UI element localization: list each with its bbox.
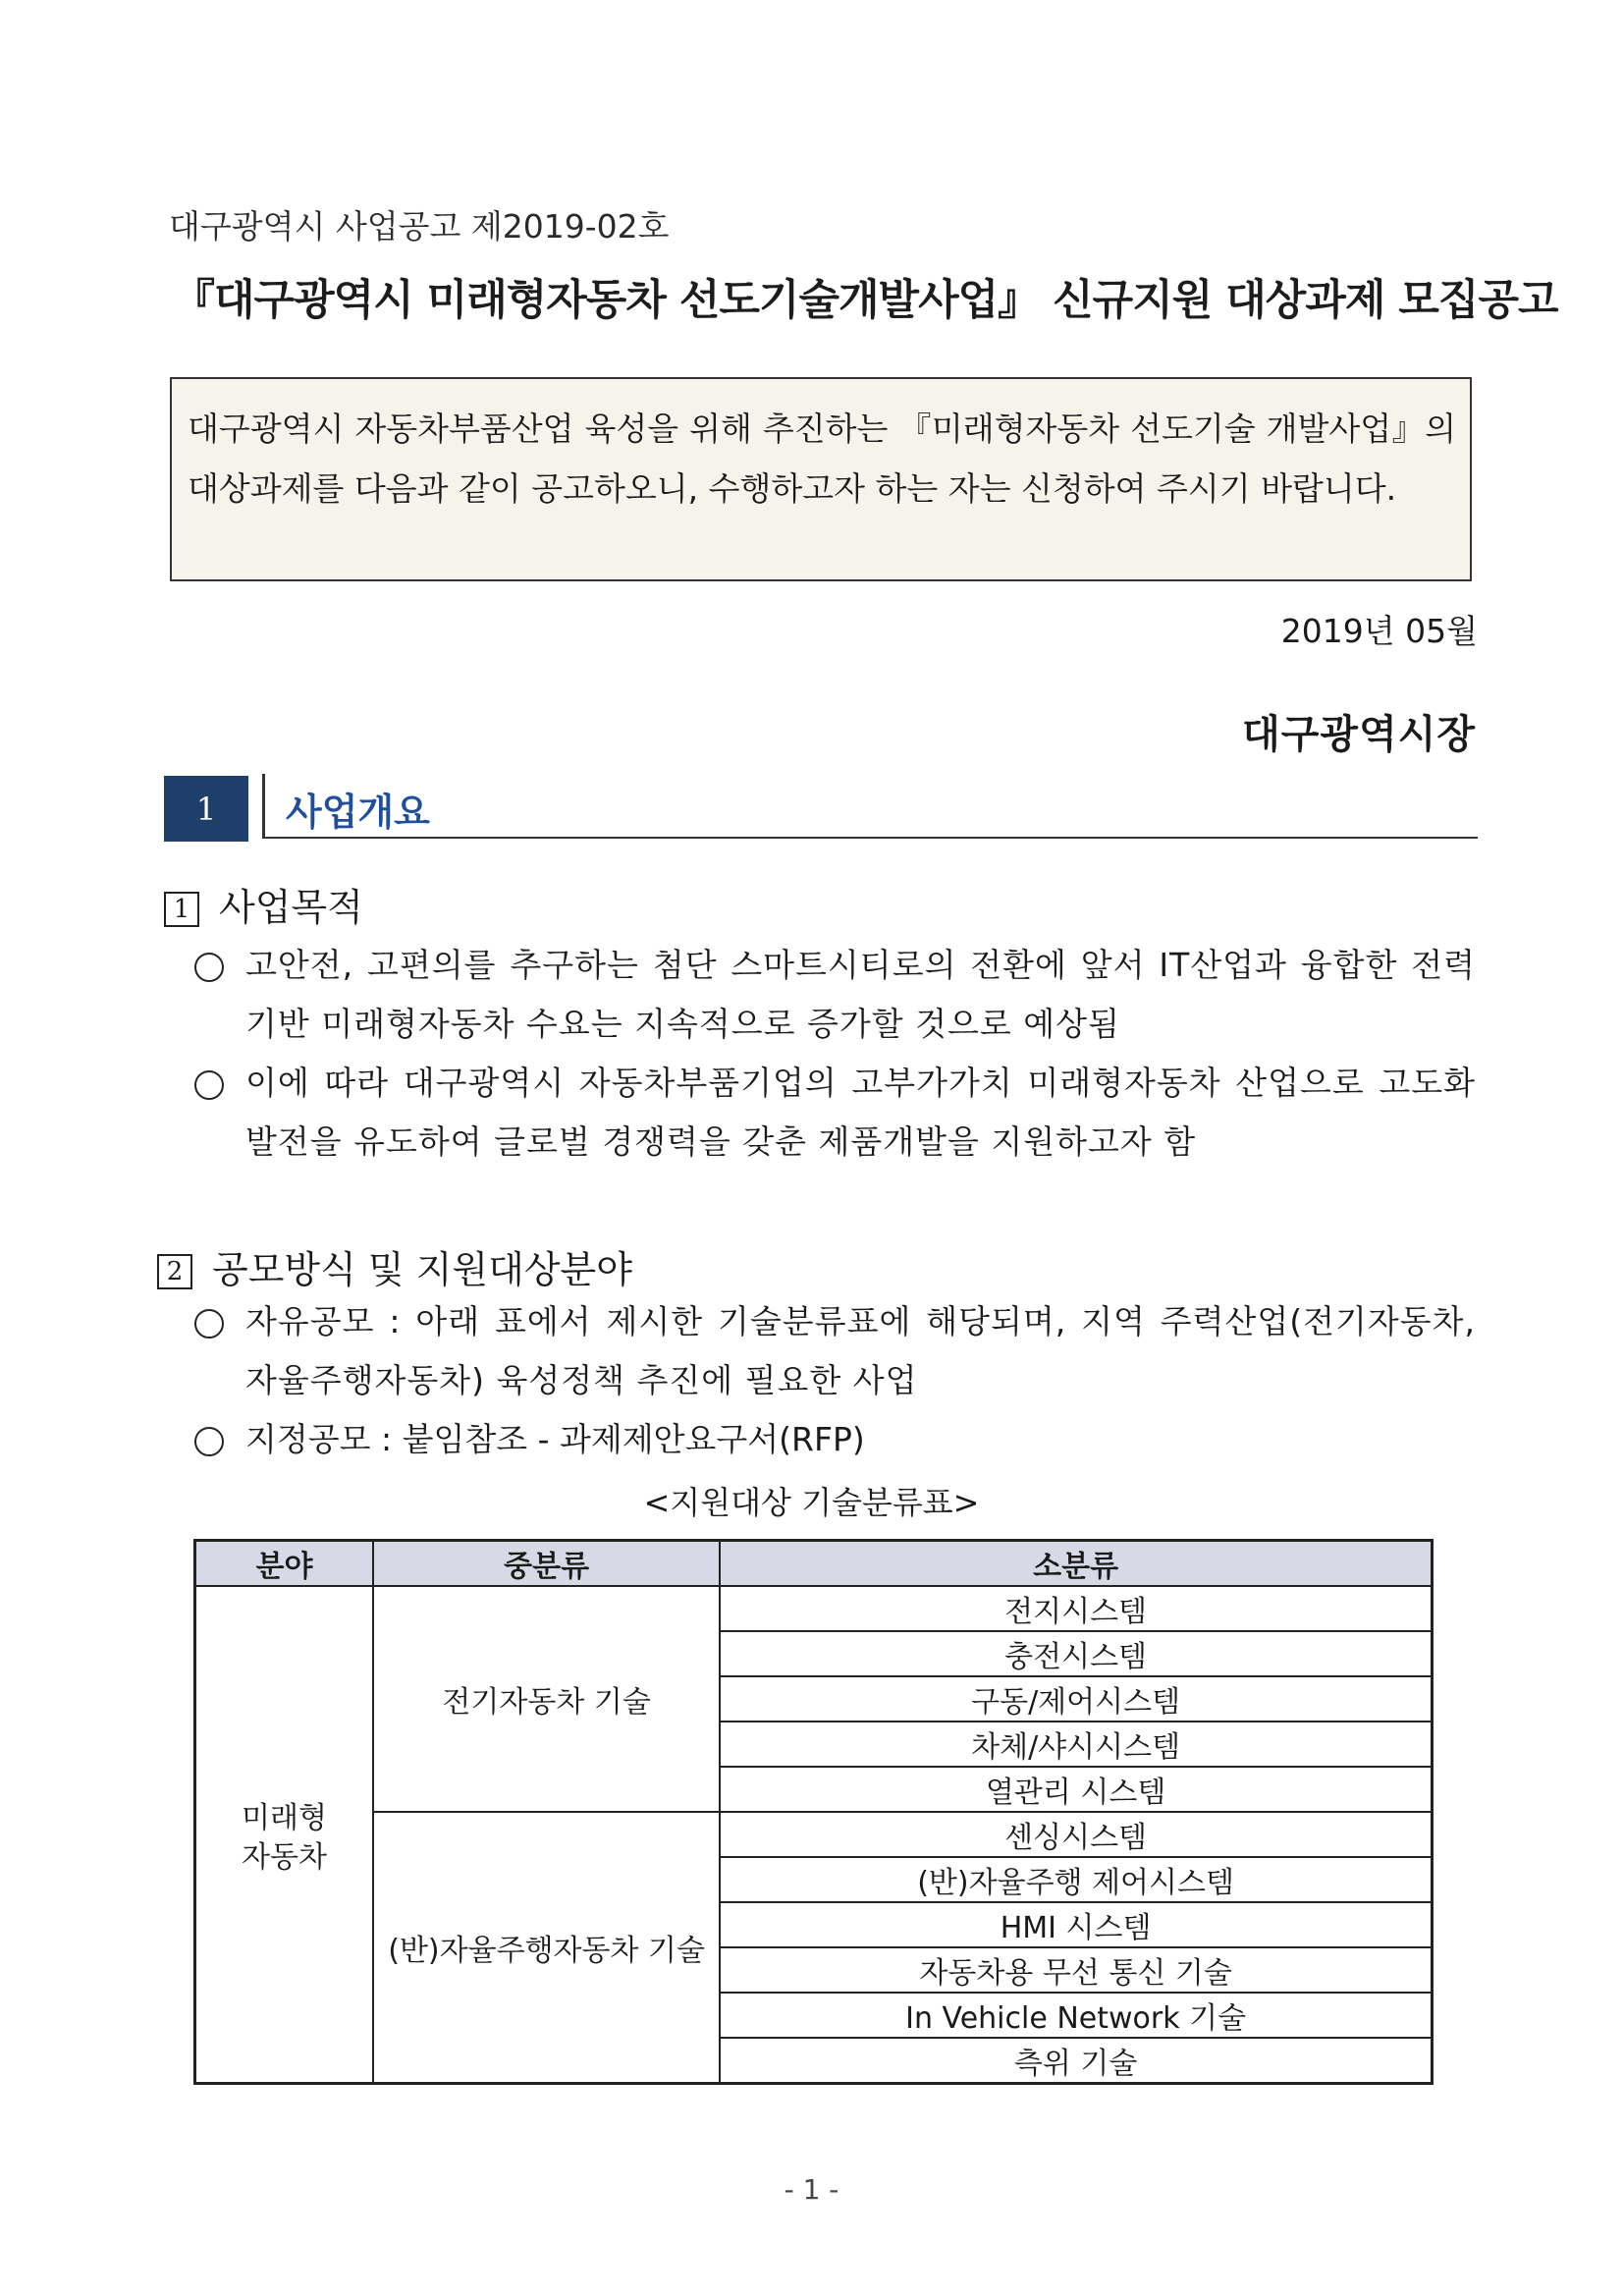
intro-box <box>170 377 1472 581</box>
notice-number: 대구광역시 사업공고 제2019-02호 <box>169 207 670 246</box>
section-title: 사업개요 <box>286 791 430 834</box>
bullet-circle-icon <box>194 1070 224 1100</box>
method-heading <box>157 1239 632 1293</box>
signer: 대구광역시장 <box>1242 712 1476 757</box>
table-caption: <지원대상 기술분류표> <box>643 1484 980 1521</box>
mid-category-cell: 전기자동차 기술 <box>373 1586 720 1812</box>
bullet-text: 이에 따라 대구광역시 자동차부품기업의 고부가가치 미래형자동차 산업으로 고도화 발전을 유도하여 글로벌 경쟁력을 갖춘 제품개발을 지원하고자 함 <box>245 1064 1476 1161</box>
purpose-number: 1 <box>164 892 199 927</box>
bullet-text: 자유공모 : 아래 표에서 제시한 기술분류표에 해당되며, 지역 주력산업(전기자동차, 자율주행자동차) 육성정책 추진에 필요한 사업 <box>245 1302 1476 1399</box>
sub-category-cell: HMI 시스템 <box>720 1902 1432 1947</box>
table-header-sub: 소분류 <box>720 1541 1432 1587</box>
document-title: 『대구광역시 미래형자동차 선도기술개발사업』 신규지원 대상과제 모집공고 <box>173 276 1558 325</box>
field-cell: 미래형 자동차 <box>195 1586 374 2084</box>
bullet-text: 고안전, 고편의를 추구하는 첨단 스마트시티로의 전환에 앞서 IT산업과 융합한 전력기반 미래형자동차 수요는 지속적으로 증가할 것으로 예상됨 <box>245 946 1476 1043</box>
method-bullet-1 <box>194 1292 1476 1410</box>
bullet-text: 지정공모 : 붙임참조 - 과제제안요구서(RFP) <box>245 1420 865 1458</box>
table-header-row <box>195 1541 1433 1587</box>
table-row <box>195 1586 1433 1631</box>
bullet-circle-icon <box>194 1427 224 1456</box>
section-number: 1 <box>164 776 248 842</box>
method-heading-text: 공모방식 및 지원대상분야 <box>212 1248 632 1291</box>
purpose-heading-text: 사업목적 <box>219 886 363 929</box>
purpose-bullet-1 <box>194 936 1476 1054</box>
section-title-frame <box>262 774 1478 839</box>
notice-date: 2019년 05월 <box>1280 612 1478 650</box>
table-header-mid: 중분류 <box>373 1541 720 1587</box>
sub-category-cell: In Vehicle Network 기술 <box>720 1993 1432 2038</box>
sub-category-cell: (반)자율주행 제어시스템 <box>720 1857 1432 1902</box>
bullet-circle-icon <box>194 1309 224 1339</box>
sub-category-cell: 전지시스템 <box>720 1586 1432 1631</box>
sub-category-cell: 구동/제어시스템 <box>720 1676 1432 1722</box>
purpose-bullet-2 <box>194 1054 1476 1172</box>
sub-category-cell: 측위 기술 <box>720 2038 1432 2084</box>
method-bullet-2 <box>194 1410 1476 1469</box>
table-header-field: 분야 <box>195 1541 374 1587</box>
sub-category-cell: 열관리 시스템 <box>720 1767 1432 1812</box>
page-number: - 1 - <box>784 2173 839 2206</box>
mid-category-cell: (반)자율주행자동차 기술 <box>373 1812 720 2084</box>
sub-category-cell: 센싱시스템 <box>720 1812 1432 1857</box>
classification-table <box>193 1539 1434 2085</box>
sub-category-cell: 충전시스템 <box>720 1631 1432 1676</box>
method-number: 2 <box>157 1254 192 1289</box>
bullet-circle-icon <box>194 953 224 982</box>
sub-category-cell: 차체/샤시시스템 <box>720 1722 1432 1767</box>
purpose-heading <box>164 877 363 931</box>
table-row <box>195 1812 1433 1857</box>
sub-category-cell: 자동차용 무선 통신 기술 <box>720 1947 1432 1993</box>
intro-text: 대구광역시 자동차부품산업 육성을 위해 추진하는 『미래형자동차 선도기술 개발사업』의 대상과제를 다음과 같이 공고하오니, 수행하고자 하는 자는 신청하여 주시기 바랍니다. <box>188 410 1456 508</box>
